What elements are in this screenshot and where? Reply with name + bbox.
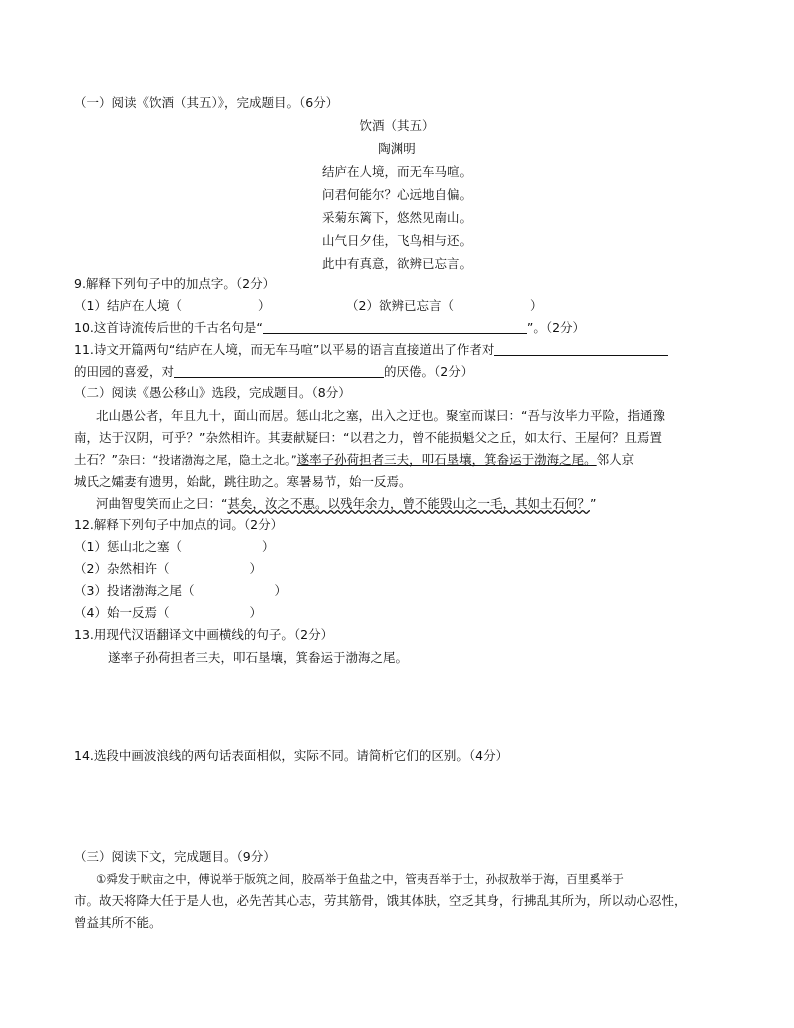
q11-score: 的厌倦。（2分） bbox=[384, 364, 474, 379]
passage-line: 南，达于汉阴，可乎？”杂然相许。其妻献疑曰：“以君之力，曾不能损魁父之丘，如太行、王屋何？且焉置 bbox=[74, 430, 662, 445]
q11-answer-blank-1[interactable] bbox=[494, 342, 668, 356]
question-13: 13.用现代汉语翻译文中画横线的句子。（2分） bbox=[74, 627, 334, 642]
q12-item-close: ） bbox=[249, 605, 262, 620]
passage-text: ” bbox=[590, 496, 597, 511]
q11-text-2: 的田园的喜爱，对 bbox=[74, 364, 175, 379]
passage-line bbox=[74, 451, 634, 469]
q14-answer-area[interactable] bbox=[74, 772, 724, 842]
q9-item-2-close: ） bbox=[529, 298, 543, 313]
q11-text: 11.诗文开篇两句“结庐在人境，而无车马喧”以平易的语言直接道出了作者对 bbox=[74, 342, 495, 357]
question-11 bbox=[74, 341, 668, 359]
passage-text: 邻人京 bbox=[596, 452, 635, 467]
question-10 bbox=[74, 319, 585, 337]
q9-item-2-text: （2）欲辨已忘言（ bbox=[346, 298, 454, 313]
passage-line: 市。故天将降大任于是人也，必先苦其心志，劳其筋骨，饿其体肤，空乏其身，行拂乱其所为，所以动心忍性， bbox=[74, 893, 687, 908]
passage-text: 杂曰：“投诸渤海之尾，隐土之北。” bbox=[117, 453, 297, 467]
passage-line: 曾益其所不能。 bbox=[74, 915, 162, 930]
section-3-heading: （三）阅读下文，完成题目。（9分） bbox=[74, 849, 276, 864]
q9-item-1-text: （1）结庐在人境（ bbox=[74, 298, 182, 313]
poem-line: 问君何能尔？心远地自偏。 bbox=[321, 187, 472, 202]
passage-line bbox=[96, 495, 596, 513]
question-9: 9.解释下列句子中的加点字。（2分） bbox=[74, 276, 276, 291]
q11-answer-blank-2[interactable] bbox=[174, 364, 384, 378]
passage-line: ①舜发于畎亩之中，傅说举于版筑之间，胶鬲举于鱼盐之中，管夷吾举于士，孙叔敖举于海，百里奚举于 bbox=[96, 872, 624, 886]
q10-answer-blank[interactable] bbox=[263, 320, 527, 334]
poem-line: 此中有真意，欲辨已忘言。 bbox=[321, 256, 472, 271]
q10-score: ”。（2分） bbox=[526, 320, 586, 335]
question-9-item-2 bbox=[346, 297, 542, 315]
q12-item-close: ） bbox=[249, 561, 262, 576]
section-2-heading: （二）阅读《愚公移山》选段，完成题目。（8分） bbox=[74, 385, 351, 400]
wavy-underlined-sentence: 甚矣，汝之不惠。以残年余力，曾不能毁山之一毛，其如土石何？ bbox=[227, 496, 590, 511]
question-14: 14.选段中画波浪线的两句话表面相似，实际不同。请简析它们的区别。（4分） bbox=[74, 748, 509, 763]
poem-line: 采菊东篱下，悠然见南山。 bbox=[321, 210, 472, 225]
passage-text: 土石？” bbox=[74, 452, 118, 467]
question-12-item-2 bbox=[74, 560, 262, 578]
poem-line: 结庐在人境，而无车马喧。 bbox=[321, 164, 472, 179]
q12-item-text: （3）投诸渤海之尾（ bbox=[74, 583, 195, 598]
question-12: 12.解释下列句子中加点的词。（2分） bbox=[74, 517, 284, 532]
question-9-item-1 bbox=[74, 297, 270, 315]
question-12-item-3 bbox=[74, 582, 287, 600]
poem-author: 陶渊明 bbox=[378, 141, 416, 156]
poem-title: 饮酒（其五） bbox=[359, 118, 435, 133]
question-12-item-1 bbox=[74, 538, 274, 556]
question-11-line-2 bbox=[74, 363, 473, 381]
question-12-item-4 bbox=[74, 604, 262, 622]
q12-item-close: ） bbox=[261, 539, 275, 554]
section-1-heading: （一）阅读《饮酒（其五）》，完成题目。（6分） bbox=[74, 95, 339, 110]
q12-item-text: （4）始一反焉（ bbox=[74, 605, 170, 620]
q9-item-1-close: ） bbox=[257, 298, 271, 313]
passage-line: 城氏之孀妻有遗男，始龀，跳往助之。寒暑易节，始一反焉。 bbox=[74, 474, 412, 489]
q13-answer-area[interactable] bbox=[74, 676, 724, 736]
passage-text: 河曲智叟笑而止之曰：“ bbox=[96, 496, 228, 511]
passage-line: 北山愚公者，年且九十，面山而居。惩山北之塞，出入之迂也。聚室而谋曰：“吾与汝毕力平险，指通豫 bbox=[96, 408, 665, 423]
q12-item-text: （1）惩山北之塞（ bbox=[74, 539, 182, 554]
underlined-sentence: 遂率子孙荷担者三夫，叩石垦壤，箕畚运于渤海之尾。 bbox=[296, 452, 597, 467]
poem-line: 山气日夕佳，飞鸟相与还。 bbox=[321, 233, 472, 248]
question-13-sentence: 遂率子孙荷担者三夫，叩石垦壤，箕畚运于渤海之尾。 bbox=[108, 650, 409, 665]
q12-item-close: ） bbox=[274, 583, 287, 598]
q10-text: 10.这首诗流传后世的千古名句是“ bbox=[74, 320, 263, 335]
q12-item-text: （2）杂然相许（ bbox=[74, 561, 170, 576]
